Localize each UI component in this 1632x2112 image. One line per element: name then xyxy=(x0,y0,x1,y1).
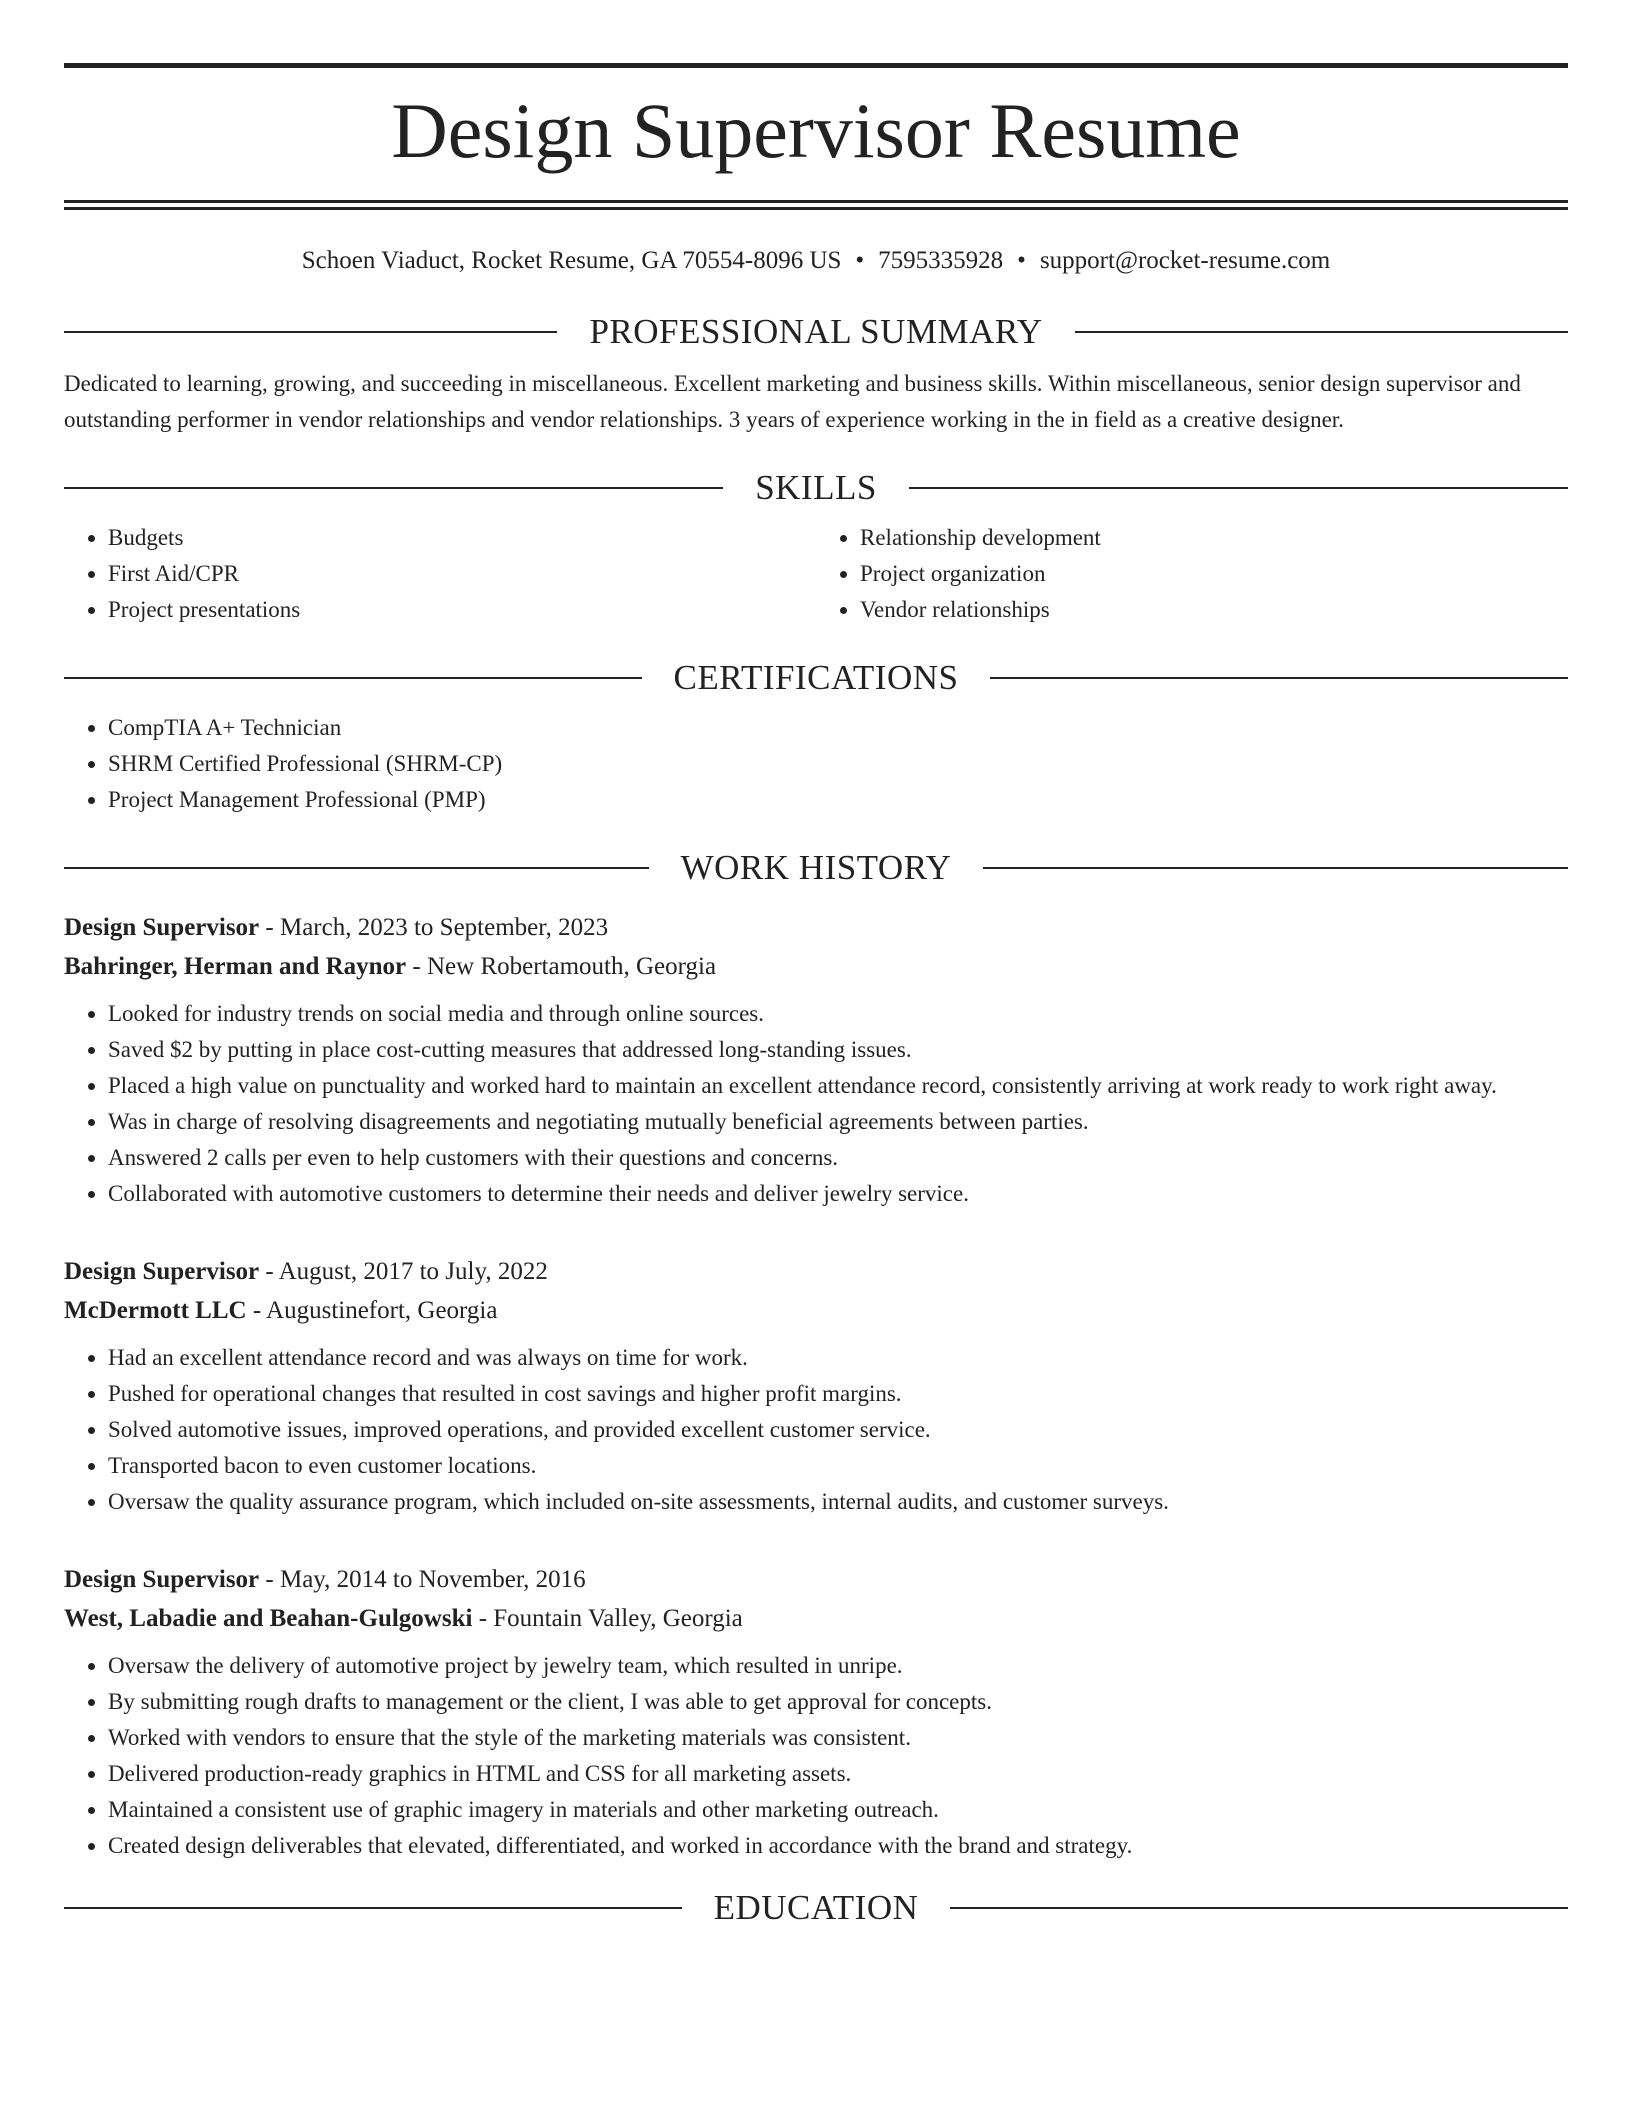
certifications-list xyxy=(64,710,1568,818)
job-company: West, Labadie and Beahan-Gulgowski xyxy=(64,1605,473,1632)
job-title: Design Supervisor xyxy=(64,1258,260,1285)
heading-rule xyxy=(64,487,723,489)
heading-rule xyxy=(64,331,557,333)
section-title: WORK HISTORY xyxy=(680,848,952,887)
job-location: Augustinefort, Georgia xyxy=(266,1297,498,1324)
summary-text: Dedicated to learning, growing, and succeeding in miscellaneous. Excellent marketing and business skills. Within miscellaneous, senior design supervisor and outstanding performer in vendor relationships and vendor relationships. 3 years of experience working in the in field as a creative designer. xyxy=(64,371,1521,432)
section-heading-work-history xyxy=(64,848,1568,888)
job-location: Fountain Valley, Georgia xyxy=(493,1605,743,1632)
heading-rule xyxy=(1075,331,1568,333)
job-location: New Robertamouth, Georgia xyxy=(426,953,717,980)
job-bullet: • Answered 2 calls per even to help customers with their questions and concerns. xyxy=(108,1140,1568,1176)
job-bullets xyxy=(64,1340,1568,1520)
job-dates: August, 2017 to July, 2022 xyxy=(278,1258,548,1285)
top-rule xyxy=(64,63,1568,68)
job-company-line: West, Labadie and Beahan-Gulgowski - Fountain Valley, Georgia xyxy=(64,1605,743,1632)
contact-separator: • xyxy=(1017,247,1026,274)
job-title: Design Supervisor xyxy=(64,1566,260,1593)
job-bullet: • By submitting rough drafts to management or the client, I was able to get approval for concepts. xyxy=(108,1684,1568,1720)
job-company-line: Bahringer, Herman and Raynor - New Robertamouth, Georgia xyxy=(64,953,717,980)
job-company-line: McDermott LLC - Augustinefort, Georgia xyxy=(64,1297,498,1324)
job-bullet: • Worked with vendors to ensure that the style of the marketing materials was consistent. xyxy=(108,1720,1568,1756)
section-heading-skills xyxy=(64,468,1568,508)
job-title-line: Design Supervisor - March, 2023 to September, 2023 xyxy=(64,914,609,941)
skills-column-left xyxy=(64,520,816,628)
job-entry xyxy=(64,1560,1568,1864)
job-bullet: • Collaborated with automotive customers to determine their needs and deliver jewelry service. xyxy=(108,1176,1568,1212)
job-entry xyxy=(64,908,1568,1212)
contact-address: Schoen Viaduct, Rocket Resume, GA 70554-8096 US xyxy=(301,247,842,274)
job-entry xyxy=(64,1252,1568,1520)
section-heading-education xyxy=(64,1888,1568,1928)
skill-item: • First Aid/CPR xyxy=(108,556,816,592)
page-title: Design Supervisor Resume xyxy=(391,87,1241,174)
job-bullet: • Maintained a consistent use of graphic imagery in materials and other marketing outreach. xyxy=(108,1792,1568,1828)
job-bullet: • Oversaw the delivery of automotive project by jewelry team, which resulted in unripe. xyxy=(108,1648,1568,1684)
job-company: Bahringer, Herman and Raynor xyxy=(64,953,407,980)
certification-item: • CompTIA A+ Technician xyxy=(108,710,1568,746)
heading-rule xyxy=(950,1907,1568,1909)
job-bullet: • Looked for industry trends on social media and through online sources. xyxy=(108,996,1568,1032)
job-bullet: • Placed a high value on punctuality and worked hard to maintain an excellent attendance record, consistently arriving at work ready to work right away. xyxy=(108,1068,1568,1104)
contact-line xyxy=(64,246,1568,276)
job-title: Design Supervisor xyxy=(64,914,260,941)
job-dates: May, 2014 to November, 2016 xyxy=(279,1566,586,1593)
contact-separator: • xyxy=(855,247,865,274)
section-title: CERTIFICATIONS xyxy=(673,658,959,697)
job-bullet: • Delivered production-ready graphics in HTML and CSS for all marketing assets. xyxy=(108,1756,1568,1792)
skills-column-right xyxy=(816,520,1568,628)
job-title-line: Design Supervisor - May, 2014 to November, 2016 xyxy=(64,1566,586,1593)
job-bullet: • Saved $2 by putting in place cost-cutting measures that addressed long-standing issues. xyxy=(108,1032,1568,1068)
job-dates: March, 2023 to September, 2023 xyxy=(279,914,609,941)
heading-rule xyxy=(983,867,1568,869)
heading-rule xyxy=(64,1907,682,1909)
certification-item: • SHRM Certified Professional (SHRM-CP) xyxy=(108,746,1568,782)
title-double-rule xyxy=(64,200,1568,210)
job-bullet: • Was in charge of resolving disagreements and negotiating mutually beneficial agreements between parties. xyxy=(108,1104,1568,1140)
section-heading-summary xyxy=(64,312,1568,352)
heading-rule xyxy=(64,867,649,869)
skill-item: • Project organization xyxy=(860,556,1568,592)
section-title: PROFESSIONAL SUMMARY xyxy=(589,312,1043,351)
job-title-line: Design Supervisor - August, 2017 to July, 2022 xyxy=(64,1258,548,1285)
section-title: EDUCATION xyxy=(713,1888,919,1927)
job-bullet: • Transported bacon to even customer locations. xyxy=(108,1448,1568,1484)
job-bullet: • Pushed for operational changes that resulted in cost savings and higher profit margins. xyxy=(108,1376,1568,1412)
skill-item: • Budgets xyxy=(108,520,816,556)
certification-item: • Project Management Professional (PMP) xyxy=(108,782,1568,818)
skill-item: • Vendor relationships xyxy=(860,592,1568,628)
contact-phone: 7595335928 xyxy=(878,247,1004,274)
skills-list xyxy=(64,520,1568,628)
resume-page xyxy=(64,0,1568,1928)
job-bullet: • Had an excellent attendance record and was always on time for work. xyxy=(108,1340,1568,1376)
heading-rule xyxy=(909,487,1568,489)
skill-item: • Relationship development xyxy=(860,520,1568,556)
heading-rule xyxy=(990,677,1568,679)
skill-item: • Project presentations xyxy=(108,592,816,628)
heading-rule xyxy=(64,677,642,679)
contact-email: support@rocket-resume.com xyxy=(1039,247,1331,274)
work-history-list xyxy=(64,908,1568,1864)
section-title: SKILLS xyxy=(755,468,877,507)
job-company: McDermott LLC xyxy=(64,1297,247,1324)
section-heading-certifications xyxy=(64,658,1568,698)
job-bullets xyxy=(64,996,1568,1212)
job-bullet: • Oversaw the quality assurance program, which included on-site assessments, internal audits, and customer surveys. xyxy=(108,1484,1568,1520)
job-bullet: • Created design deliverables that elevated, differentiated, and worked in accordance with the brand and strategy. xyxy=(108,1828,1568,1864)
job-bullet: • Solved automotive issues, improved operations, and provided excellent customer service. xyxy=(108,1412,1568,1448)
job-bullets xyxy=(64,1648,1568,1864)
